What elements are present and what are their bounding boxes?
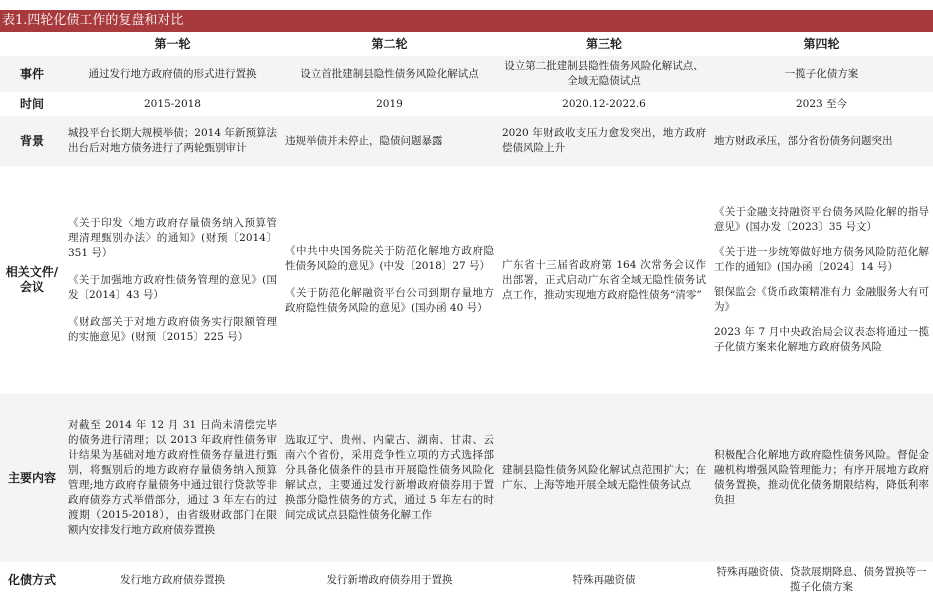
row-event xyxy=(0,56,933,92)
document-item: 《关于印发〈地方政府存量债务纳入预算管理清理甄别办法〉的通知》(财预〔2014〕351 号） xyxy=(68,216,277,259)
row-label-time: 时间 xyxy=(19,96,44,111)
documents-round-1 xyxy=(64,166,281,394)
documents-round-2 xyxy=(281,166,498,394)
top-margin xyxy=(0,0,933,10)
header-round-1: 第一轮 xyxy=(154,36,191,51)
document-item: 《财政部关于对地方政府债务实行限额管理的实施意见》(财预〔2015〕225 号） xyxy=(68,315,277,343)
content-round-1: 对截至 2014 年 12 月 31 日尚未清偿完毕的债务进行清理；以 2013 年政府性债务审计结果为基础对地方政府性债务存量进行甄别，将甄别后的地方政府存量债务纳入预算管理;地方政府存量债务中通过银行贷款等非政府债券方式举借部分，通过 3 年左右的过渡期（2015-2018），由省级财政部门在限额内安排发行地方政府债券置换 xyxy=(64,394,281,562)
document-item: 《关于进一步统筹做好地方债务风险防范化解工作的通知》(国办函〔2024〕14 号） xyxy=(714,246,929,273)
row-background xyxy=(0,116,933,166)
row-label-documents: 相关文件/会议 xyxy=(5,265,59,294)
background-round-2: 违规举债并未停止，隐债问题暴露 xyxy=(281,116,498,166)
event-round-1: 通过发行地方政府债的形式进行置换 xyxy=(64,56,281,92)
time-round-3: 2020.12-2022.6 xyxy=(562,97,646,110)
documents-round-4 xyxy=(710,166,933,394)
method-round-1: 发行地方政府债券置换 xyxy=(120,573,225,586)
content-round-3: 建制县隐性债务风险化解试点范围扩大；在广东、上海等地开展全域无隐性债务试点 xyxy=(498,394,710,562)
document-item: 《关于防范化解融资平台公司到期存量地方政府隐性债务风险的意见》(国办函 40 号） xyxy=(285,287,494,314)
document-item: 《关于加强地方政府性债务管理的意见》(国发〔2014〕43 号） xyxy=(68,273,277,301)
background-round-1: 城投平台长期大规模举债；2014 年新预算法出台后对地方债务进行了两轮甄别审计 xyxy=(64,116,281,166)
row-label-method: 化债方式 xyxy=(7,572,56,587)
row-documents xyxy=(0,166,933,394)
document-item: 《中共中央国务院关于防范化解地方政府隐性债务风险的意见》(中发〔2018〕27 号） xyxy=(285,245,494,272)
method-round-2: 发行新增政府债券用于置换 xyxy=(326,573,453,586)
background-round-3: 2020 年财政收支压力愈发突出，地方政府偿债风险上升 xyxy=(498,116,710,166)
background-round-4: 地方财政承压，部分省份债务问题突出 xyxy=(710,116,933,166)
row-method xyxy=(0,562,933,598)
header-round-2: 第二轮 xyxy=(371,36,408,51)
row-label-event: 事件 xyxy=(0,56,64,92)
document-item: 银保监会《货币政策精准有力 金融服务大有可为》 xyxy=(714,286,929,313)
event-round-2: 设立首批建制县隐性债务风险化解试点 xyxy=(281,56,498,92)
header-round-4: 第四轮 xyxy=(803,36,840,51)
event-round-3: 设立第二批建制县隐性债务风险化解试点、全域无隐债试点 xyxy=(498,56,710,92)
content-round-4: 积极配合化解地方政府隐性债务风险。督促金融机构增强风险管理能力；有序开展地方政府债务置换，推动优化债务期限结构，降低利率负担 xyxy=(710,394,933,562)
time-round-2: 2019 xyxy=(376,97,403,110)
documents-round-3: 广东省十三届省政府第 164 次常务会议作出部署，正式启动广东省全域无隐性债务试点工作，推动实现地方政府隐性债务“清零” xyxy=(502,258,706,301)
table-title: 表1.四轮化债工作的复盘和对比 xyxy=(0,10,933,32)
header-row xyxy=(0,32,933,56)
row-content xyxy=(0,394,933,562)
event-round-4: 一揽子化债方案 xyxy=(710,56,933,92)
row-label-background: 背景 xyxy=(0,116,64,166)
method-round-4: 特殊再融资债、贷款展期降息、债务置换等一揽子化债方案 xyxy=(716,566,927,593)
time-round-1: 2015-2018 xyxy=(144,97,201,110)
header-round-3: 第三轮 xyxy=(585,36,622,51)
row-label-content: 主要内容 xyxy=(0,394,64,562)
document-item: 2023 年 7 月中央政治局会议表态将通过一揽子化债方案来化解地方政府债务风险 xyxy=(714,326,929,353)
content-round-2: 选取辽宁、贵州、内蒙古、湖南、甘肃、云南六个省份，采用竞争性立项的方式选择部分具备化债条件的县市开展隐性债务风险化解试点，主要通过发行新增政府债券用于置换部分隐性债务的方式，通过 5 年左右的时间完成试点县隐性债务化解工作 xyxy=(281,394,498,562)
method-round-3: 特殊再融资债 xyxy=(572,573,636,586)
time-round-4: 2023 至今 xyxy=(795,97,848,110)
comparison-table xyxy=(0,32,933,598)
row-time xyxy=(0,92,933,116)
header-corner xyxy=(0,32,64,56)
document-item: 《关于金融支持融资平台债务风险化解的指导意见》(国办发〔2023〕35 号文） xyxy=(714,206,929,233)
